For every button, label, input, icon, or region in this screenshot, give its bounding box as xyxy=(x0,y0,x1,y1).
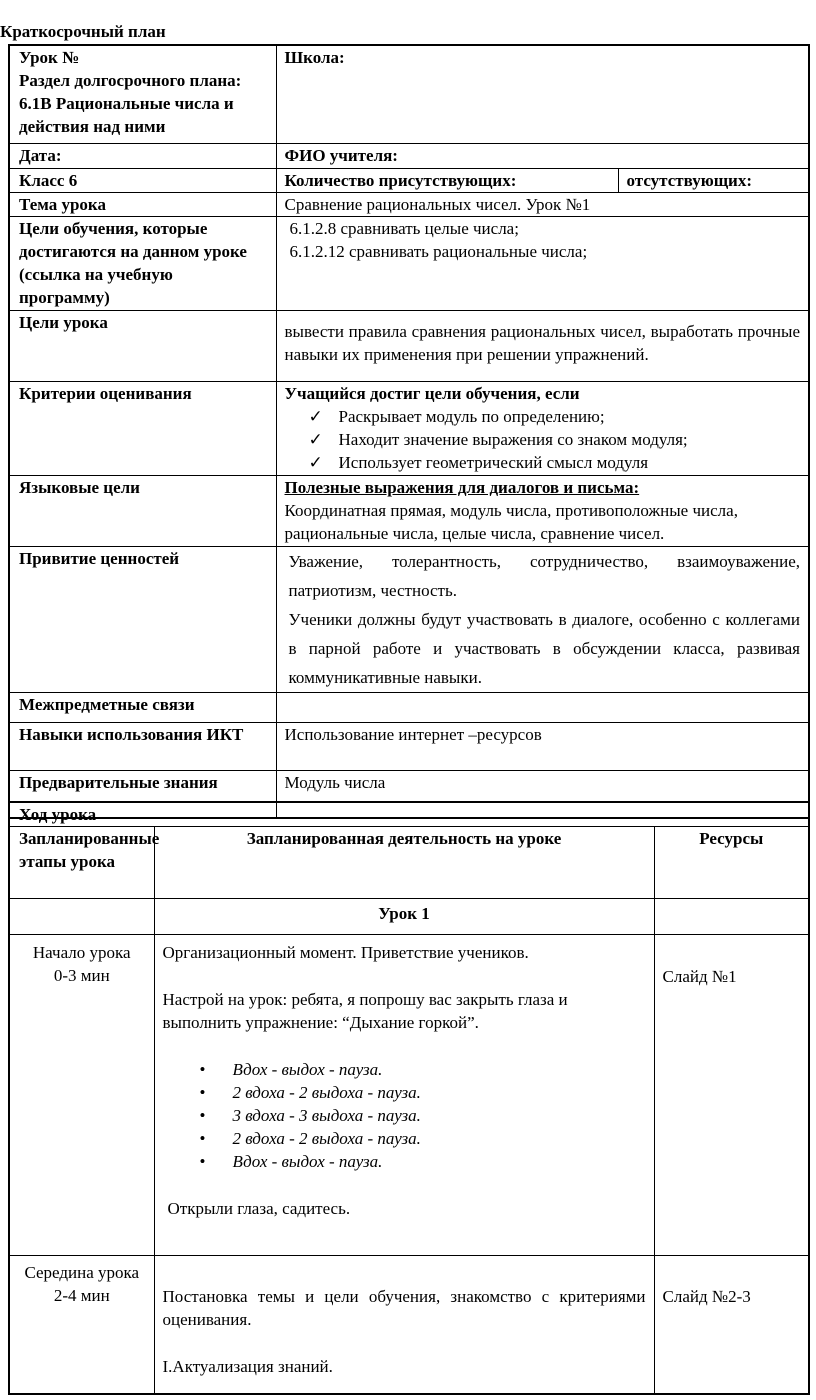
activity-text: I.Актуализация знаний. xyxy=(162,1357,333,1376)
lesson-plan-table xyxy=(8,44,810,819)
breathing-exercise-list xyxy=(163,1058,646,1173)
bullet-icon: • xyxy=(199,1106,206,1125)
topic-value: Сравнение рациональных чисел. Урок №1 xyxy=(276,192,809,216)
ict-value: Использование интернет –ресурсов xyxy=(276,722,809,770)
lesson-title-spacer xyxy=(654,899,809,935)
bullet-icon: • xyxy=(199,1060,206,1079)
lesson-header-cell xyxy=(9,45,276,143)
document-title: Краткосрочный план xyxy=(0,22,166,41)
activity-column-header: Запланированная деятельность на уроке xyxy=(154,827,654,899)
lesson-number-label: Урок № xyxy=(19,48,80,67)
activity-text: Организационный момент. Приветствие учеников. xyxy=(162,943,529,962)
criteria-item: ✓ Раскрывает модуль по определению; xyxy=(308,406,605,426)
stage-cell xyxy=(9,935,154,1256)
stage-time: 2-4 мин xyxy=(53,1286,110,1305)
values-text: Ученики должны будут участвовать в диалоге, особенно с коллегами в парной работе и участвовать в обсуждении класса, развивая коммуникативные навыки. xyxy=(288,609,800,687)
objective-item: 6.1.2.8 сравнивать целые числа; xyxy=(289,218,519,238)
exercise-step: • Вдох - выдох - пауза. xyxy=(199,1152,383,1171)
lesson-title-spacer xyxy=(9,899,154,935)
stages-column-header: Запланированные этапы урока xyxy=(9,827,154,899)
present-count-label: Количество присутствующих: xyxy=(276,168,618,192)
topic-label: Тема урока xyxy=(9,192,276,216)
stage-name: Начало урока xyxy=(32,943,131,962)
school-label: Школа: xyxy=(276,45,809,143)
values-label: Привитие ценностей xyxy=(9,546,276,692)
goals-value: вывести правила сравнения рациональных чисел, выработать прочные навыки их применения при решении упражнений. xyxy=(276,310,809,381)
activity-text: Постановка темы и цели обучения, знакомство с критериями оценивания. xyxy=(162,1287,646,1329)
date-label: Дата: xyxy=(9,143,276,168)
language-text: Координатная прямая, модуль числа, противоположные числа, рациональные числа, целые числа, сравнение чисел. xyxy=(284,500,738,543)
checkmark-icon: ✓ xyxy=(308,429,323,449)
language-goals-cell xyxy=(276,475,809,546)
bullet-icon: • xyxy=(199,1152,206,1171)
section-label: Раздел долгосрочного плана: 6.1В Рациональные числа и действия над ними xyxy=(19,71,242,136)
cross-subject-label: Межпредметные связи xyxy=(9,692,276,722)
lesson-process-table xyxy=(8,801,810,1395)
objective-item: 6.1.2.12 сравнивать рациональные числа; xyxy=(289,241,588,261)
criteria-cell xyxy=(276,381,809,475)
prior-knowledge-value: Модуль числа xyxy=(276,770,809,818)
checkmark-icon: ✓ xyxy=(308,452,323,472)
exercise-step: • 2 вдоха - 2 выдоха - пауза. xyxy=(199,1083,421,1102)
criteria-list xyxy=(285,405,801,474)
exercise-step: • Вдох - выдох - пауза. xyxy=(199,1060,383,1079)
language-heading: Полезные выражения для диалогов и письма: xyxy=(284,477,640,497)
class-label: Класс 6 xyxy=(9,168,276,192)
prior-knowledge-label: Предварительные знания xyxy=(9,770,276,818)
values-text: Уважение, толерантность, сотрудничество, взаимоуважение, патриотизм, честность. xyxy=(288,551,800,600)
criteria-label: Критерии оценивания xyxy=(9,381,276,475)
resources-column-header: Ресурсы xyxy=(654,827,809,899)
stage-name: Середина урока xyxy=(24,1263,140,1282)
checkmark-icon: ✓ xyxy=(308,406,323,426)
absent-count-label: отсутствующих: xyxy=(618,168,809,192)
goals-label: Цели урока xyxy=(9,310,276,381)
ict-label: Навыки использования ИКТ xyxy=(9,722,276,770)
criteria-item: ✓ Использует геометрический смысл модуля xyxy=(308,452,649,472)
language-goals-label: Языковые цели xyxy=(9,475,276,546)
stage-cell xyxy=(9,1256,154,1394)
exercise-step: • 2 вдоха - 2 выдоха - пауза. xyxy=(199,1129,421,1148)
cross-subject-value xyxy=(276,692,809,722)
resource-cell: Слайд №2-3 xyxy=(654,1256,809,1394)
activity-cell xyxy=(154,935,654,1256)
stage-time: 0-3 мин xyxy=(53,966,110,985)
resource-cell: Слайд №1 xyxy=(654,935,809,1256)
exercise-step: • 3 вдоха - 3 выдоха - пауза. xyxy=(199,1106,421,1125)
process-heading: Ход урока xyxy=(9,802,809,827)
criteria-intro: Учащийся достиг цели обучения, если xyxy=(284,383,580,403)
criteria-item: ✓ Находит значение выражения со знаком модуля; xyxy=(308,429,688,449)
teacher-label: ФИО учителя: xyxy=(276,143,809,168)
bullet-icon: • xyxy=(199,1129,206,1148)
objectives-label: Цели обучения, которые достигаются на данном уроке (ссылка на учебную программу) xyxy=(9,216,276,310)
activity-text: Настрой на урок: ребята, я попрошу вас закрыть глаза и выполнить упражнение: “Дыхание горкой”. xyxy=(162,990,568,1032)
lesson-title: Урок 1 xyxy=(154,899,654,935)
values-cell xyxy=(276,546,809,692)
activity-cell xyxy=(154,1256,654,1394)
objectives-cell xyxy=(276,216,809,310)
bullet-icon: • xyxy=(199,1083,206,1102)
activity-text: Открыли глаза, садитесь. xyxy=(167,1199,351,1218)
